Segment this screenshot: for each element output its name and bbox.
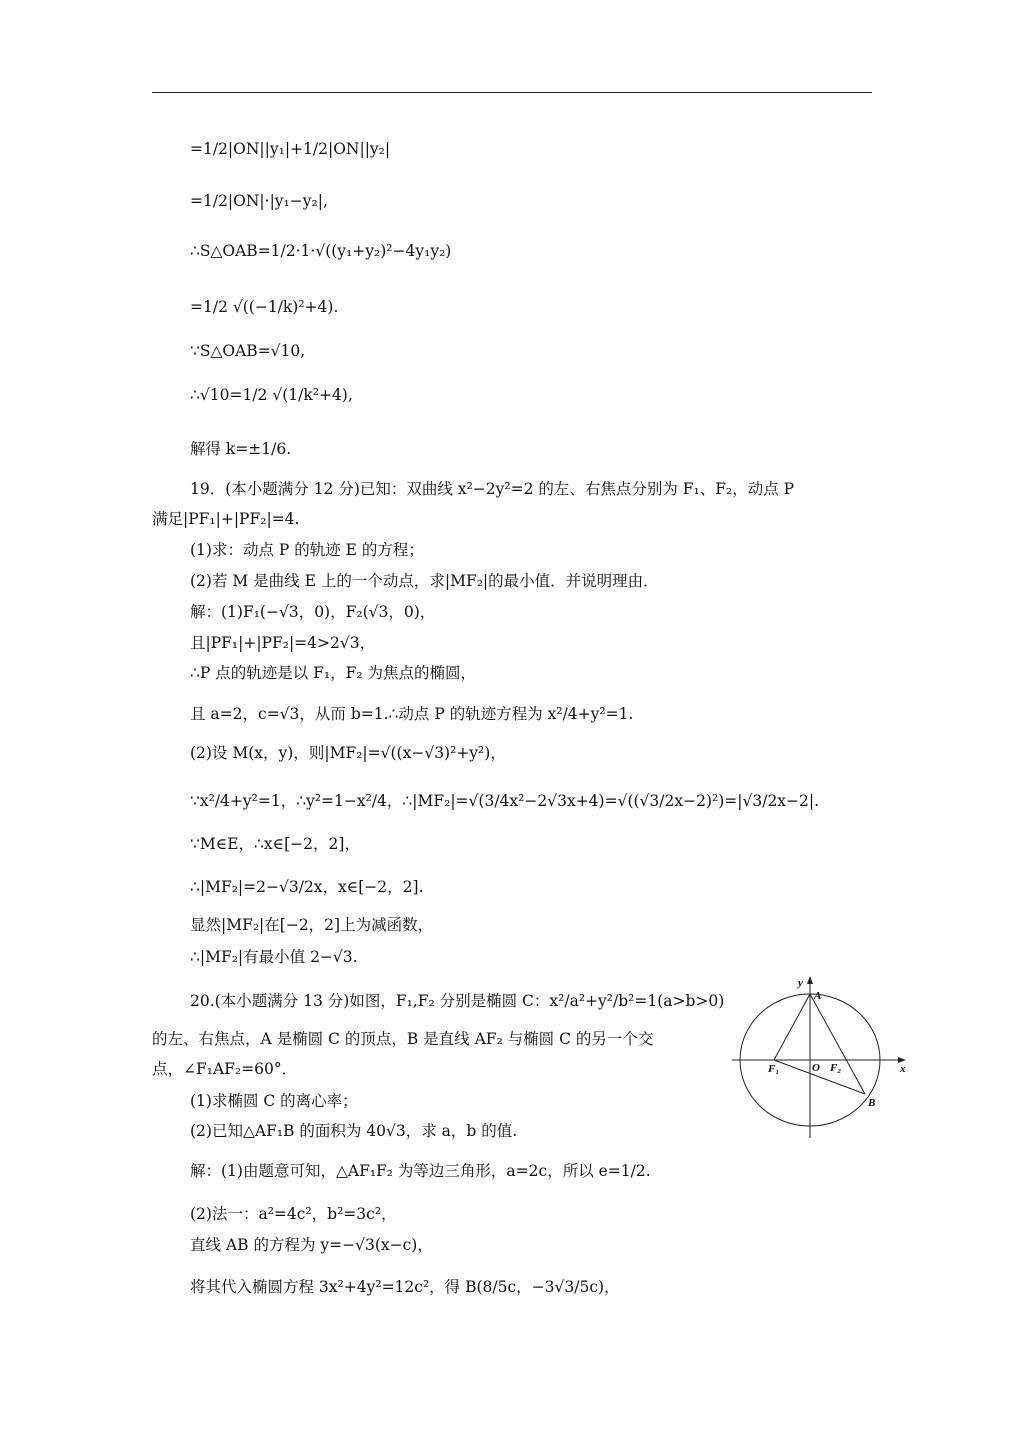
label-x: x [900, 1063, 906, 1075]
segment-f1-a [774, 994, 810, 1060]
text-line: ∵M∈E，∴x∈[−2，2]， [190, 835, 360, 853]
label-f1: F₁ [768, 1063, 780, 1075]
label-o: O [812, 1062, 820, 1074]
text-line: 的左、右焦点，A 是椭圆 C 的顶点，B 是直线 AF₂ 与椭圆 C 的另一个交 [152, 1030, 654, 1048]
text-line: ∴|MF₂|=2−√3/2x，x∈[−2，2]. [190, 878, 424, 896]
text-line: (2)若 M 是曲线 E 上的一个动点，求|MF₂|的最小值．并说明理由． [190, 572, 659, 590]
y-axis-arrow [807, 976, 813, 984]
text-line: =1/2|ON|·|y₁−y₂|, [190, 192, 328, 210]
label-y: y [798, 977, 803, 989]
problem-20-stem: 20.(本小题满分 13 分)如图，F₁,F₂ 分别是椭圆 C：x²/a²+y²/b²=1(a>b>0) [190, 992, 725, 1010]
text-line: (1)求椭圆 C 的离心率； [190, 1092, 358, 1110]
problem-19-stem: 19．(本小题满分 12 分)已知：双曲线 x²−2y²=2 的左、右焦点分别为 F₁、F₂，动点 P [190, 480, 795, 498]
text-line: =1/2|ON||y₁|+1/2|ON||y₂| [190, 140, 391, 158]
text-line: ∴√10=1/2 √(1/k²+4), [190, 386, 353, 404]
text-line: =1/2 √((−1/k)²+4). [190, 298, 339, 316]
text-line: 点，∠F₁AF₂=60°． [152, 1060, 298, 1078]
text-line: (1)求：动点 P 的轨迹 E 的方程； [190, 541, 424, 559]
text-line: ∴|MF₂|有最小值 2−√3. [190, 948, 358, 966]
text-line: 满足|PF₁|+|PF₂|=4. [152, 510, 300, 528]
segment-a-b [810, 994, 865, 1094]
text-line: 直线 AB 的方程为 y=−√3(x−c)， [190, 1236, 433, 1254]
header-rule [152, 92, 872, 93]
text-line: ∴S△OAB=1/2·1·√((y₁+y₂)²−4y₁y₂) [190, 242, 452, 260]
text-line: 且 a=2，c=√3，从而 b=1.∴动点 P 的轨迹方程为 x²/4+y²=1. [190, 705, 634, 723]
text-line: ∵S△OAB=√10, [190, 342, 306, 360]
text-line: ∵x²/4+y²=1，∴y²=1−x²/4，∴|MF₂|=√(3/4x²−2√3x+4)=√((√3/2x−2)²)=|√3/2x−2|. [190, 792, 820, 810]
text-line: 显然|MF₂|在[−2，2]上为减函数， [190, 916, 434, 934]
ellipse-figure [728, 972, 912, 1140]
solution-line: 解：(1)由题意可知，△AF₁F₂ 为等边三角形，a=2c，所以 e=1/2. [190, 1162, 651, 1180]
solution-line: 解：(1)F₁(−√3，0)，F₂(√3，0)， [190, 603, 436, 621]
text-line: ∴P 点的轨迹是以 F₁，F₂ 为焦点的椭圆， [190, 664, 477, 682]
text-line: 且|PF₁|+|PF₂|=4>2√3， [190, 634, 376, 652]
text-line: (2)法一：a²=4c²，b²=3c²， [190, 1205, 397, 1223]
label-f2: F₂ [830, 1062, 842, 1074]
text-line: (2)已知△AF₁B 的面积为 40√3，求 a，b 的值. [190, 1122, 518, 1140]
text-line: (2)设 M(x，y)，则|MF₂|=√((x−√3)²+y²)， [190, 744, 506, 762]
text-line: 解得 k=±1/6. [190, 440, 292, 458]
label-a: A [814, 990, 822, 1002]
label-b: B [868, 1097, 876, 1109]
text-line: 将其代入椭圆方程 3x²+4y²=12c²，得 B(8/5c，−3√3/5c)， [190, 1278, 620, 1296]
